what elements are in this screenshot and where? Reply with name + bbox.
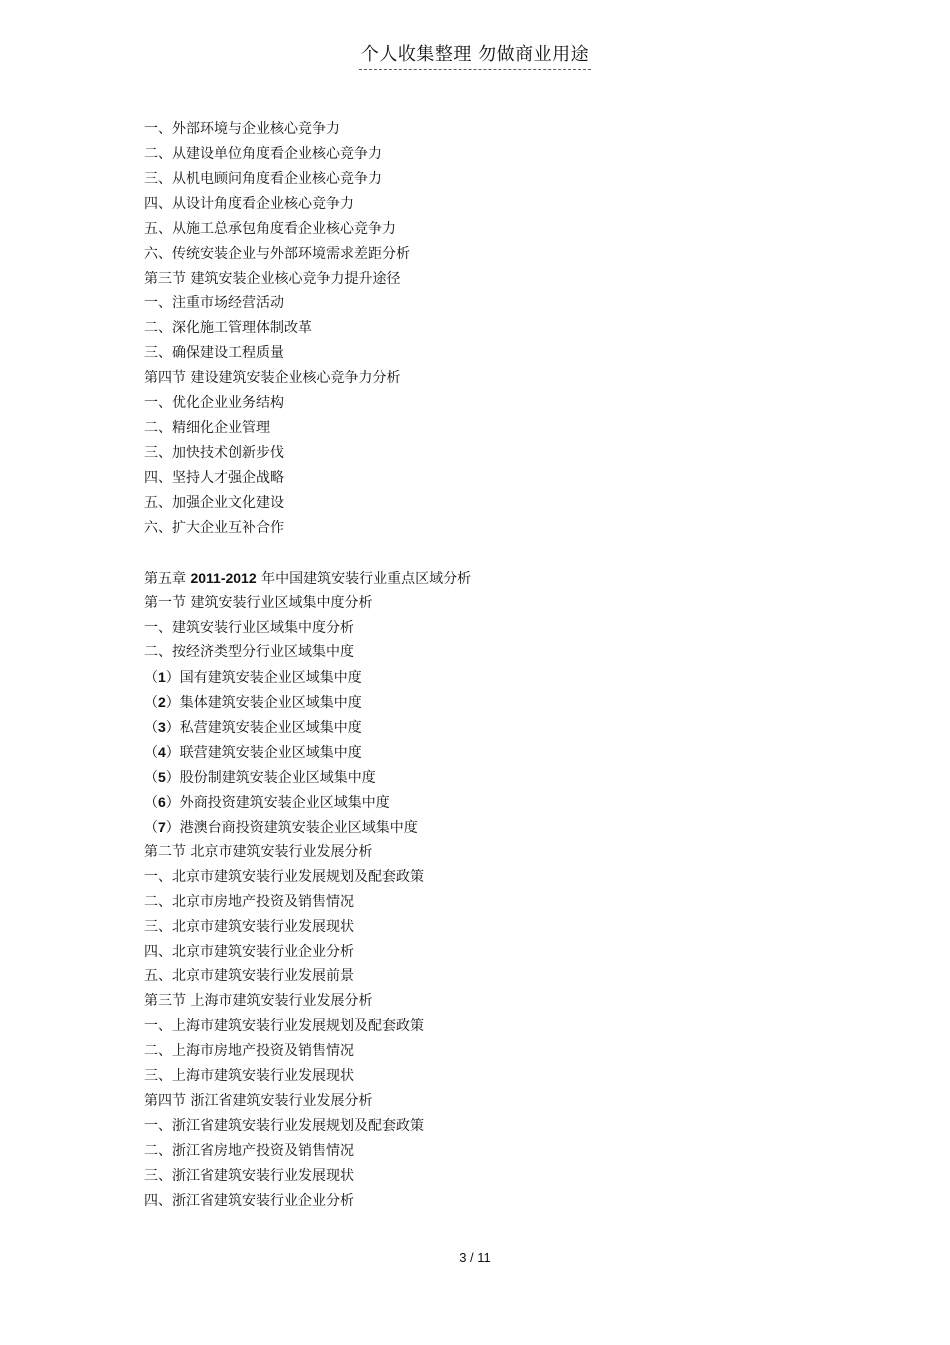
toc-entry: 二、按经济类型分行业区域集中度 xyxy=(144,644,354,661)
toc-group-2b xyxy=(144,840,844,1214)
entry-text: 外商投资建筑安装企业区域集中度 xyxy=(179,794,390,811)
paren-open: （ xyxy=(144,745,158,762)
chapter-suffix: 年中国建筑安装行业重点区域分析 xyxy=(256,570,472,587)
toc-entry: 三、从机电顾问角度看企业核心竞争力 xyxy=(144,170,382,187)
entry-number: 1 xyxy=(158,669,166,686)
paren-close: ） xyxy=(165,745,180,762)
entry-text: 联营建筑安装企业区域集中度 xyxy=(179,745,362,762)
entry-number: 3 xyxy=(158,719,166,736)
chapter-years: 2011-2012 xyxy=(190,569,257,586)
toc-entry: 二、北京市房地产投资及销售情况 xyxy=(144,893,354,910)
entry-text: 国有建筑安装企业区域集中度 xyxy=(179,670,362,687)
entry-text: 私营建筑安装企业区域集中度 xyxy=(179,720,362,737)
toc-entry: 五、从施工总承包角度看企业核心竞争力 xyxy=(144,220,396,237)
toc-entry: 一、优化企业业务结构 xyxy=(144,395,284,412)
toc-group-1 xyxy=(144,117,844,541)
toc-entry: 二、从建设单位角度看企业核心竞争力 xyxy=(144,145,382,162)
toc-entry: 二、精细化企业管理 xyxy=(144,420,270,437)
toc-entry: 第一节 建筑安装行业区域集中度分析 xyxy=(144,594,373,611)
toc-entry: 三、确保建设工程质量 xyxy=(144,345,284,362)
entry-number: 7 xyxy=(158,818,166,835)
toc-entry: 三、加快技术创新步伐 xyxy=(144,444,284,461)
toc-entry: 三、浙江省建筑安装行业发展现状 xyxy=(144,1167,354,1184)
toc-entry: 三、上海市建筑安装行业发展现状 xyxy=(144,1068,354,1085)
toc-numbered-entry xyxy=(144,790,844,815)
toc-entry: 第四节 建设建筑安装企业核心竞争力分析 xyxy=(144,370,401,387)
toc-numbered-entry xyxy=(144,690,844,715)
toc-entry: 一、浙江省建筑安装行业发展规划及配套政策 xyxy=(144,1117,424,1134)
toc-entry: 四、浙江省建筑安装行业企业分析 xyxy=(144,1192,354,1209)
entry-number: 6 xyxy=(158,793,166,810)
toc-entry: 六、传统安装企业与外部环境需求差距分析 xyxy=(144,245,410,262)
paren-close: ） xyxy=(165,770,180,787)
paren-open: （ xyxy=(144,670,158,687)
toc-entry: 六、扩大企业互补合作 xyxy=(144,519,284,536)
toc-numbered-entry xyxy=(144,765,844,790)
toc-entry: 四、从设计角度看企业核心竞争力 xyxy=(144,195,354,212)
toc-numbered-entry xyxy=(144,715,844,740)
entry-number: 4 xyxy=(158,744,166,761)
entry-text: 港澳台商投资建筑安装企业区域集中度 xyxy=(179,819,418,836)
toc-entry: 五、北京市建筑安装行业发展前景 xyxy=(144,968,354,985)
header-title: 个人收集整理 勿做商业用途 xyxy=(359,40,591,70)
toc-entry: 三、北京市建筑安装行业发展现状 xyxy=(144,918,354,935)
paren-close: ） xyxy=(165,670,180,687)
entry-number: 5 xyxy=(158,769,166,786)
toc-entry: 五、加强企业文化建设 xyxy=(144,494,284,511)
toc-entry: 一、注重市场经营活动 xyxy=(144,295,284,312)
page-header xyxy=(0,40,950,70)
paren-open: （ xyxy=(144,794,158,811)
toc-entry: 二、深化施工管理体制改革 xyxy=(144,320,312,337)
paren-close: ） xyxy=(165,695,180,712)
toc-group-2a xyxy=(144,591,844,666)
toc-numbered-list xyxy=(144,665,844,839)
page-number: 3 / 11 xyxy=(459,1250,491,1265)
entry-number: 2 xyxy=(158,694,166,711)
paren-open: （ xyxy=(144,695,158,712)
paren-close: ） xyxy=(165,819,180,836)
toc-entry: 一、建筑安装行业区域集中度分析 xyxy=(144,619,354,636)
chapter-heading xyxy=(144,566,844,591)
toc-entry: 四、坚持人才强企战略 xyxy=(144,469,284,486)
toc-numbered-entry xyxy=(144,740,844,765)
toc-entry: 二、上海市房地产投资及销售情况 xyxy=(144,1043,354,1060)
chapter-prefix: 第五章 xyxy=(144,570,191,587)
toc-entry: 二、浙江省房地产投资及销售情况 xyxy=(144,1142,354,1159)
paren-open: （ xyxy=(144,819,158,836)
paren-close: ） xyxy=(165,794,180,811)
toc-entry: 一、北京市建筑安装行业发展规划及配套政策 xyxy=(144,868,424,885)
toc-entry: 第三节 上海市建筑安装行业发展分析 xyxy=(144,993,373,1010)
toc-entry: 第四节 浙江省建筑安装行业发展分析 xyxy=(144,1093,373,1110)
toc-entry: 一、上海市建筑安装行业发展规划及配套政策 xyxy=(144,1018,424,1035)
entry-text: 集体建筑安装企业区域集中度 xyxy=(179,695,362,712)
toc-numbered-entry xyxy=(144,665,844,690)
entry-text: 股份制建筑安装企业区域集中度 xyxy=(179,770,376,787)
toc-entry: 一、外部环境与企业核心竞争力 xyxy=(144,121,340,137)
paren-open: （ xyxy=(144,770,158,787)
paren-close: ） xyxy=(165,720,180,737)
table-of-contents xyxy=(144,117,844,1214)
toc-entry: 第二节 北京市建筑安装行业发展分析 xyxy=(144,843,373,860)
toc-numbered-entry xyxy=(144,815,844,840)
toc-entry: 四、北京市建筑安装行业企业分析 xyxy=(144,943,354,960)
toc-entry: 第三节 建筑安装企业核心竞争力提升途径 xyxy=(144,270,401,287)
paren-open: （ xyxy=(144,720,158,737)
